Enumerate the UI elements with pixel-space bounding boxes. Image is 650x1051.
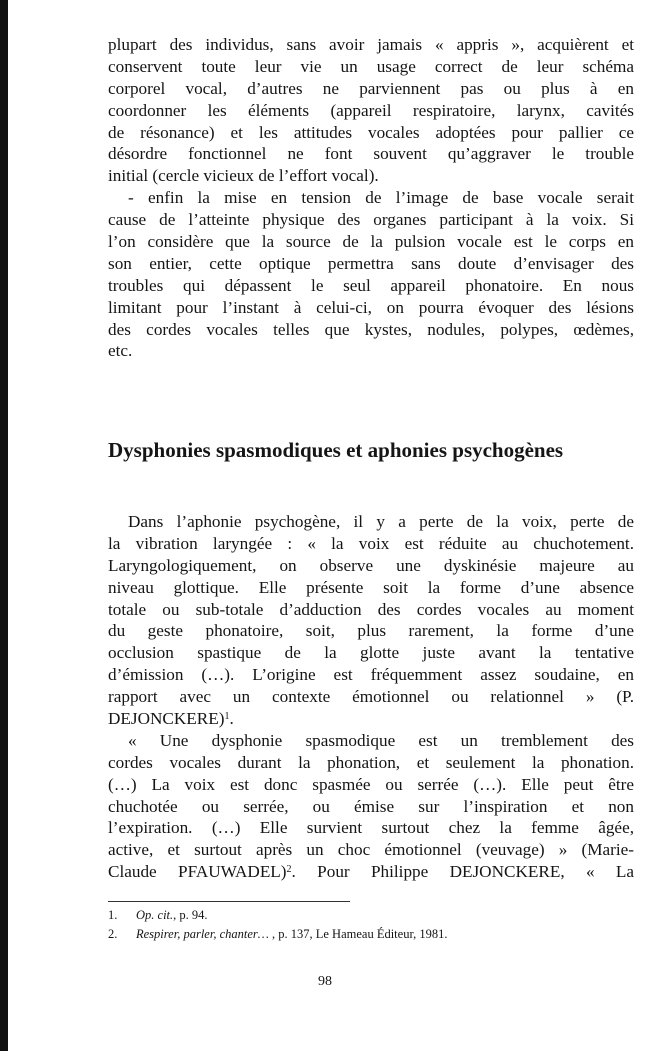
text-line: corporel vocal, d’autres ne parviennent pas ou plus à en bbox=[108, 78, 634, 98]
text-line: Laryngologiquement, on observe une dyskinésie majeure au bbox=[108, 555, 634, 575]
text-line: du geste phonatoire, soit, plus rarement, la forme d’une bbox=[108, 621, 634, 641]
footnote-text: , p. 94. bbox=[173, 908, 208, 922]
footnote-ref[interactable]: 2 bbox=[286, 864, 292, 876]
text-line bbox=[108, 708, 634, 730]
text-line: conservent toute leur vie un usage correct de leur schéma bbox=[108, 56, 634, 76]
text-line: d’émission (…). L’origine est fréquemment assez soudaine, en bbox=[108, 665, 634, 685]
text-line: coordonner les éléments (appareil respiratoire, larynx, cavités bbox=[108, 100, 634, 120]
footnote-title: Op. cit. bbox=[136, 908, 174, 922]
text-line: active, et surtout après un choc émotionnel (veuvage) » (Marie- bbox=[108, 840, 634, 860]
text-line: occlusion spastique de la glotte juste avant la tentative bbox=[108, 643, 634, 663]
text-line: limitant pour l’instant à celui-ci, on pourra évoquer des lésions bbox=[108, 297, 634, 317]
text-line: plupart des individus, sans avoir jamais « appris », acquièrent et bbox=[108, 35, 634, 54]
text-line: - enfin la mise en tension de l’image de base vocale serait bbox=[128, 188, 634, 208]
text-line: des cordes vocales telles que kystes, nodules, polypes, œdèmes, bbox=[108, 319, 634, 339]
text-line: totale ou sub-totale d’adduction des cordes vocales au moment bbox=[108, 599, 634, 619]
text-line: etc. bbox=[108, 341, 133, 361]
footnote-number: 1. bbox=[108, 908, 118, 922]
text-fragment: Claude PFAUWADEL) bbox=[108, 862, 287, 882]
text-line: rapport avec un contexte émotionnel ou relationnel » (P. bbox=[108, 687, 634, 707]
text-fragment bbox=[108, 862, 296, 881]
text-fragment: DEJONCKERE) bbox=[108, 709, 225, 729]
scan-edge bbox=[0, 0, 8, 1051]
text-line: son entier, cette optique permettra sans doute d’envisager des bbox=[108, 253, 634, 273]
text-line: Dans l’aphonie psychogène, il y a perte de la voix, perte de bbox=[128, 512, 634, 531]
body-text-section bbox=[108, 511, 634, 883]
text-line: cordes vocales durant la phonation, et seulement la phonation. bbox=[108, 752, 634, 772]
text-line: désordre fonctionnel ne font souvent qu’aggraver le trouble bbox=[108, 144, 634, 164]
footnote-title: Respirer, parler, chanter… bbox=[136, 927, 269, 941]
text-line: cause de l’atteinte physique des organes participant à la voix. Si bbox=[108, 210, 634, 230]
text-line: la vibration laryngée : « la voix est réduite au chuchotement. bbox=[108, 533, 634, 553]
footnote-ref[interactable]: 1 bbox=[224, 711, 230, 723]
page-number: 98 bbox=[318, 974, 332, 989]
text-line: chuchotée ou serrée, ou émise sur l’inspiration et non bbox=[108, 796, 634, 816]
text-fragment: . bbox=[229, 709, 234, 729]
text-fragment: . bbox=[291, 862, 296, 882]
text-line: de résonance) et les attitudes vocales adoptées pour pallier ce bbox=[108, 122, 634, 142]
text-line: l’on considère que la source de la pulsion vocale est le corps en bbox=[108, 232, 634, 252]
text-line: (…) La voix est donc spasmée ou serrée (…). Elle peut être bbox=[108, 774, 634, 794]
text-line: niveau glottique. Elle présente soit la forme d’une absence bbox=[108, 577, 634, 597]
text-line: l’expiration. (…) Elle survient surtout chez la femme âgée, bbox=[108, 818, 634, 838]
footnote-number: 2. bbox=[108, 927, 118, 941]
body-text-top bbox=[108, 34, 634, 362]
footnote-2 bbox=[108, 926, 448, 942]
footnote-rule bbox=[108, 901, 350, 902]
footnote-text: , p. 137, Le Hameau Éditeur, 1981. bbox=[268, 927, 448, 941]
footnote-1 bbox=[108, 907, 208, 923]
text-fragment: Pour Philippe DEJONCKERE, « La bbox=[317, 862, 635, 882]
text-line: initial (cercle vicieux de l’effort vocal). bbox=[108, 166, 379, 186]
text-line: troubles qui dépassent le seul appareil phonatoire. En nous bbox=[108, 275, 634, 295]
text-line: « Une dysphonie spasmodique est un tremblement des bbox=[128, 730, 634, 750]
section-heading: Dysphonies spasmodiques et aphonies psychogènes bbox=[108, 438, 564, 462]
text-line bbox=[108, 861, 634, 883]
